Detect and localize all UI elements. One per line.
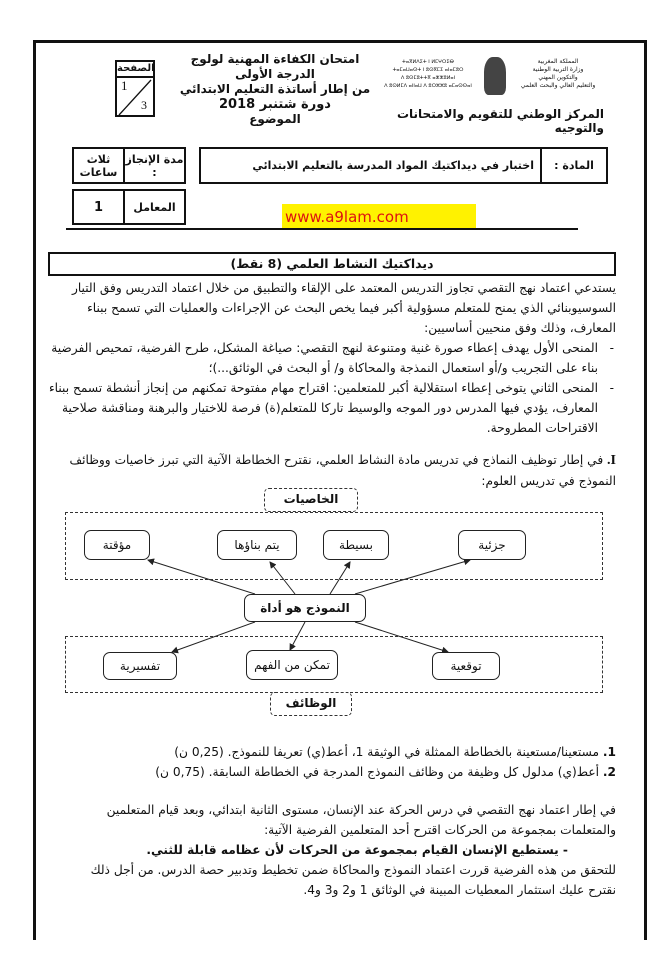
coefficient-value: 1 <box>72 189 125 225</box>
closing-paragraph: للتحقق من هذه الفرضية قررت اعتماد النموذج والمحاكاة ضمن تخطيط وتدبير حصة الدرس. من أجل ذلك نقترح عليك استثمار المعطيات المبينة في الوثائق 1 و2 و3 و4. <box>90 863 616 897</box>
subject-value: اختبار في ديداكتيك المواد المدرسة بالتعليم الابتدائي <box>252 159 534 172</box>
exam-title-line: من إطار أساتذة التعليم الابتدائي <box>179 82 371 96</box>
page-current: 1 <box>121 78 128 93</box>
center-name: المركز الوطني للتقويم والامتحانات والتوجيه <box>396 107 604 135</box>
ministry-line: والتعليم العالي والبحث العلمي <box>520 82 596 89</box>
ministry-line: المملكة المغربية <box>537 58 579 65</box>
exam-session: دورة شتنبر 2018 <box>219 97 331 112</box>
function-explanatory: تفسيرية <box>103 652 177 680</box>
function-predictive: توقعية <box>432 652 500 680</box>
duration-label: مدة الإنجاز : <box>123 147 186 184</box>
exam-title-line: امتحان الكفاءة المهنية لولوج الدرجة الأولى <box>190 52 360 81</box>
section-title: ديداكتيك النشاط العلمي (8 نقط) <box>48 252 616 276</box>
approach-text: المنحى الثاني يتوخى إعطاء استقلالية أكبر للمتعلمين: اقتراح مهام مفتوحة تمكنهم من إنجاز أنشطة تسمح ببناء المعارف، يؤدي فيها المدرس دور الموجه والوسيط تاركا للمتعلم(ة) فرصة للاختيار والبرهنة ومناقشة صلاحية الاقتراحات المطروحة. <box>48 381 598 435</box>
approach-item: - المنحى الثاني يتوخى إعطاء استقلالية أكبر للمتعلمين: اقتراح مهام مفتوحة تمكنهم من إنجاز أنشطة تسمح ببناء المعارف، يؤدي فيها المدرس دور الموجه والوسيط تاركا للمتعلم(ة) فرصة للاختيار والبرهنة ومناقشة صلاحية الاقتراحات المطروحة. <box>48 381 614 435</box>
tifinagh-line: ⵜⴰⵎⴰⵡⴰⵙⵜ ⵏ ⵓⵙⴳⵎⵉ ⴰⵏⴰⵎⵓⵔ <box>392 67 464 73</box>
function-understanding: تمكن من الفهم <box>246 650 338 680</box>
subject-label: المادة : <box>540 149 606 182</box>
question-item <box>48 742 616 762</box>
page-total: 3 <box>141 98 147 112</box>
questions-list <box>48 742 616 782</box>
question-number: 2. <box>602 765 616 779</box>
approach-item: - المنحى الأول يهدف إعطاء صورة غنية ومتنوعة لنهج التقصي: صياغة المشكل، طرح الفرضية، تمحيص الفرضية بناء على التجريب و/أو استعمال النمذجة والمحاكاة و/ أو البحث في الوثائق...)؛ <box>51 341 614 375</box>
part-number: I. <box>607 453 616 468</box>
exam-subject-label: الموضوع <box>249 112 301 126</box>
tifinagh-line: ⴷ ⵓⵙⵎⵓⵜⵜⴳ ⴰⵣⵣⵓⵍⴰⵏ <box>400 75 456 81</box>
approach-text: المنحى الأول يهدف إعطاء صورة غنية ومتنوعة لنهج التقصي: صياغة المشكل، طرح الفرضية، تمحيص الفرضية بناء على التجريب و/أو استعمال النمذجة والمحاكاة و/ أو البحث في الوثائق...)؛ <box>51 341 598 375</box>
ministry-line: والتكوين المهني <box>538 74 578 81</box>
coefficient-label: المعامل <box>123 189 186 225</box>
property-temporary: مؤقتة <box>84 530 150 560</box>
watermark-link[interactable]: www.a9lam.com <box>282 204 476 230</box>
question-text: أعط(ي) مدلول كل وظيفة من وظائف النموذج المدرجة في الخطاطة السابقة. (0,75 ن) <box>155 765 599 779</box>
question-text: مستعينا/مستعينة بالخطاطة الممثلة في الوثيقة 1، أعط(ي) تعريفا للنموذج. (0,25 ن) <box>174 745 599 759</box>
property-constructed: يتم بناؤها <box>217 530 297 560</box>
hypothesis: - يستطيع الإنسان القيام بمجموعة من الحركات لأن عظامه قابلة للثني. <box>146 843 568 857</box>
property-simple: بسيطة <box>323 530 389 560</box>
model-center-node: النموذج هو أداة <box>244 594 366 622</box>
property-partial: جزئية <box>458 530 526 560</box>
question-number: 1. <box>602 745 616 759</box>
functions-label: الوظائف <box>270 692 352 716</box>
duration-value: ثلاث ساعات <box>72 147 125 184</box>
context-paragraph: في إطار اعتماد نهج التقصي في درس الحركة عند الإنسان، مستوى الثانية ابتدائي، وبعد قيام المتعلمين والمتعلمات بمجموعة من الحركات اقترح أحد المتعلمين الفرضية الآتية: <box>106 803 616 837</box>
page-label: الصفحة <box>117 62 153 78</box>
ministry-line: وزارة التربية الوطنية <box>532 66 584 73</box>
part1-text: في إطار توظيف النماذج في تدريس مادة النشاط العلمي، نقترح الخطاطة الآتية التي تبرز خاصيات ووظائف النموذج في تدريس العلوم: <box>69 453 616 488</box>
question-item <box>48 762 616 782</box>
tifinagh-line: ⴷ ⵓⵙⵍⵎⴷ ⴰⵏⵏⴰⵡ ⴷ ⵓⵔⵣⵣⵓ ⴰⵎⴰⵙⵙⴰⵏ <box>384 83 472 89</box>
intro-paragraph: يستدعي اعتماد نهج التقصي تجاوز التدريس المعتمد على الإلقاء والتطبيق من خلال اعتماد التدريس وفق التيار السوسيوبنائي الذي يمنح للمتعلم مسؤولية أكبر فيما يخص البحث عن الإجراءات والعمليات التي تسمح ببناء المعارف، وذلك وفق منحيين أساسيين: <box>71 281 616 335</box>
properties-label: الخاصيات <box>264 488 358 512</box>
tifinagh-line: ⵜⴰⴳⵍⴷⵉⵜ ⵏ ⵍⵎⵖⵔⵉⴱ <box>402 59 454 65</box>
